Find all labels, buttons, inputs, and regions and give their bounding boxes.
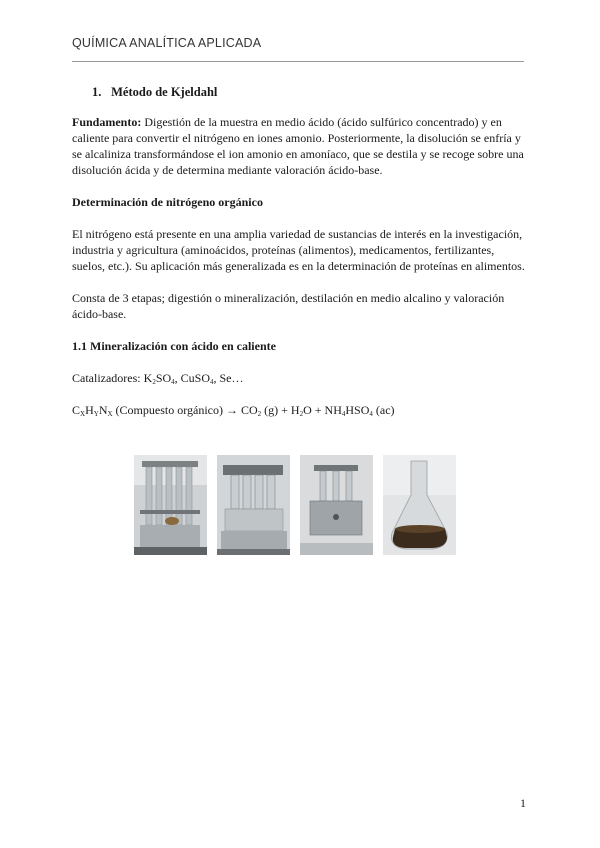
formula-text: , CuSO xyxy=(174,371,210,385)
determinacion-heading: Determinación de nitrógeno orgánico xyxy=(72,195,263,209)
formula-text: SO xyxy=(155,371,172,385)
formula-text: , Se… xyxy=(213,371,244,385)
section-title xyxy=(92,84,528,100)
mineralizacion-heading: 1.1 Mineralización con ácido en caliente xyxy=(72,339,276,353)
document-body xyxy=(72,84,528,434)
heating-block-photo xyxy=(217,455,290,555)
digestion-flask-photo xyxy=(383,455,456,555)
section-number: 1. xyxy=(92,85,102,99)
subscript: X xyxy=(80,410,86,418)
catalizadores-prefix: Catalizadores: K xyxy=(72,371,153,385)
fundamento-text: Digestión de la muestra en medio ácido (ácido sulfúrico concentrado) y en caliente para convertir el nitrógeno en iones amonio. Posteriormente, la disolución se enfría y se alcaliniza transformándose el ion amonio en amoníaco, que se destila y se recoge sobre una disolución ácida y de determina mediante valoración ácido-base. xyxy=(72,115,524,177)
subscript: 4 xyxy=(171,378,175,386)
subscript: X xyxy=(107,410,113,418)
page-number: 1 xyxy=(520,796,526,810)
photo-strip xyxy=(134,455,456,555)
formula-text: H xyxy=(85,403,94,417)
subscript: 2 xyxy=(257,410,262,418)
fundamento-paragraph xyxy=(72,114,528,178)
digestion-rack-photo xyxy=(134,455,207,555)
fundamento-label: Fundamento: xyxy=(72,115,142,129)
formula-text: (ac) xyxy=(372,403,395,417)
reaction-equation xyxy=(72,402,528,418)
determinacion-paragraph-2: Consta de 3 etapas; digestión o mineralización, destilación en medio alcalino y valoración ácido-base. xyxy=(72,291,505,321)
determinacion-paragraph-1: El nitrógeno está presente en una amplia variedad de sustancias de interés en la investigación, industria y agricultura (aminoácidos, proteínas (alimentos), medicamentos, fertilizantes, suelos, etc.). Su aplicación más generalizada es en la determinación de proteínas en alimentos. xyxy=(72,227,525,273)
section-title-text: Método de Kjeldahl xyxy=(111,85,218,99)
formula-text: C xyxy=(72,403,81,417)
catalizadores-line xyxy=(72,370,528,386)
subscript: 2 xyxy=(299,410,304,418)
subscript: 4 xyxy=(210,378,214,386)
subscript: Y xyxy=(93,410,99,418)
formula-text: (Compuesto orgánico) → CO xyxy=(112,403,258,417)
subscript: 4 xyxy=(341,410,346,418)
subscript: 2 xyxy=(152,378,156,386)
formula-text: N xyxy=(98,403,108,417)
formula-text: (g) + H xyxy=(261,403,300,417)
page-header-title: QUÍMICA ANALÍTICA APLICADA xyxy=(72,36,262,50)
formula-text: O + NH xyxy=(303,403,342,417)
formula-text: HSO xyxy=(345,403,370,417)
digestion-unit-photo xyxy=(300,455,373,555)
header-divider xyxy=(72,61,524,62)
subscript: 4 xyxy=(369,410,373,418)
